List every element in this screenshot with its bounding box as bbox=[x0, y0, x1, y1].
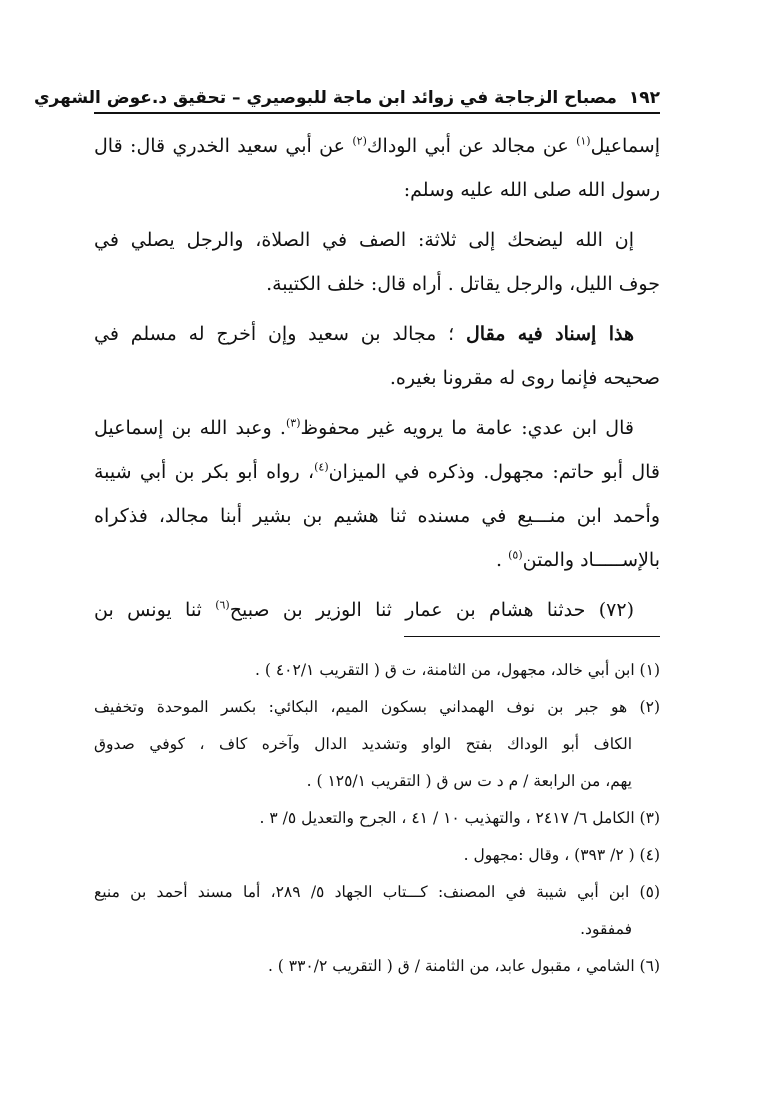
text-segment: بالإســـــاد والمتن bbox=[522, 549, 660, 571]
hadith-line bbox=[94, 218, 660, 262]
text-segment: قال أبو حاتم: مجهول. وذكره في الميزان bbox=[328, 461, 660, 483]
commentary-line bbox=[94, 406, 660, 450]
footnote-separator bbox=[404, 636, 660, 637]
main-text bbox=[94, 124, 660, 632]
footnote-5: (٥) ابن أبي شيبة في المصنف: كـــتاب الجهاد ٥/ ٢٨٩، أما مسند أحمد بن منيع bbox=[94, 883, 660, 901]
page-number: ١٩٢ bbox=[628, 88, 660, 108]
text-segment: عن أبي سعيد الخدري قال: قال bbox=[94, 135, 353, 157]
footnotes bbox=[94, 652, 660, 985]
text-segment: صحيحه فإنما روى له مقرونا بغيره. bbox=[389, 367, 660, 389]
footnote-ref-4[interactable]: (٤) bbox=[314, 460, 329, 474]
text-line bbox=[94, 168, 660, 212]
text-segment: قال ابن عدي: عامة ما يرويه غير محفوظ bbox=[300, 417, 634, 439]
footnote-ref-6[interactable]: (٦) bbox=[215, 598, 230, 612]
text-segment: وأحمد ابن منـــيع في مسنده ثنا هشيم بن بشير أبنا مجالد، فذكراه bbox=[94, 505, 660, 527]
text-segment: إسماعيل bbox=[590, 135, 660, 157]
text-segment: ، رواه أبو بكر بن أبي شيبة bbox=[94, 461, 315, 483]
footnote-4: (٤) ( ٢/ ٣٩٣) ، وقال :مجهول . bbox=[463, 846, 660, 864]
text-line bbox=[94, 124, 660, 168]
commentary-line bbox=[94, 356, 660, 400]
footnote-6: (٦) الشامي ، مقبول عابد، من الثامنة / ق ( التقريب ٣٣٠/٢ ) . bbox=[267, 957, 660, 975]
text-segment: عن مجالد عن أبي الوداك bbox=[366, 135, 577, 157]
footnote-ref-1[interactable]: (١) bbox=[576, 134, 591, 148]
commentary-line bbox=[94, 494, 660, 538]
text-segment: . bbox=[496, 549, 509, 571]
footnote-ref-5[interactable]: (٥) bbox=[508, 548, 523, 562]
footnote-2: (٢) هو جبر بن نوف الهمداني بسكون الميم، البكائي: بكسر الموحدة وتخفيف bbox=[94, 698, 660, 716]
text-segment: ؛ مجالد بن سعيد وإن أخرج له مسلم في bbox=[94, 323, 466, 345]
commentary-line bbox=[94, 450, 660, 494]
text-segment: رسول الله صلى الله عليه وسلم: bbox=[403, 179, 660, 201]
book-title: مصباح الزجاجة في زوائد ابن ماجة للبوصيري – تحقيق د.عوض الشهري bbox=[33, 88, 617, 108]
footnote-3: (٣) الكامل ٦/ ٢٤١٧ ، والتهذيب ١٠ / ٤١ ، الجرح والتعديل ٥/ ٣ . bbox=[259, 809, 660, 827]
text-segment: جوف الليل، والرجل يقاتل . أراه قال: خلف الكتيبة. bbox=[266, 273, 660, 295]
hadith-chain-line bbox=[94, 588, 660, 632]
commentary-line bbox=[94, 312, 660, 356]
footnote-5-continued: فمفقود. bbox=[580, 920, 632, 938]
footnote-2-continued: يهم، من الرابعة / م د ت س ق ( التقريب ١٢٥/١ ) . bbox=[306, 772, 632, 790]
text-segment: (٧٢) حدثنا هشام بن عمار ثنا الوزير بن صبيح bbox=[229, 599, 634, 621]
hadith-line bbox=[94, 262, 660, 306]
footnote-2-continued: الكاف أبو الوداك بفتح الواو وتشديد الدال وآخره كاف ، كوفي صدوق bbox=[94, 735, 632, 753]
bold-heading: هذا إسناد فيه مقال bbox=[466, 323, 634, 345]
header-rule bbox=[94, 112, 660, 114]
text-segment: . وعبد الله بن إسماعيل bbox=[94, 417, 286, 439]
footnote-ref-3[interactable]: (٣) bbox=[285, 416, 301, 430]
text-segment: ثنا يونس بن bbox=[94, 599, 216, 621]
footnote-1: (١) ابن أبي خالد، مجهول، من الثامنة، ت ق ( التقريب ٤٠٢/١ ) . bbox=[255, 661, 660, 679]
commentary-line bbox=[94, 538, 660, 582]
text-segment: إن الله ليضحك إلى ثلاثة: الصف في الصلاة، والرجل يصلي في bbox=[94, 229, 634, 251]
footnote-ref-2[interactable]: (٢) bbox=[352, 134, 367, 148]
running-header bbox=[33, 84, 660, 112]
